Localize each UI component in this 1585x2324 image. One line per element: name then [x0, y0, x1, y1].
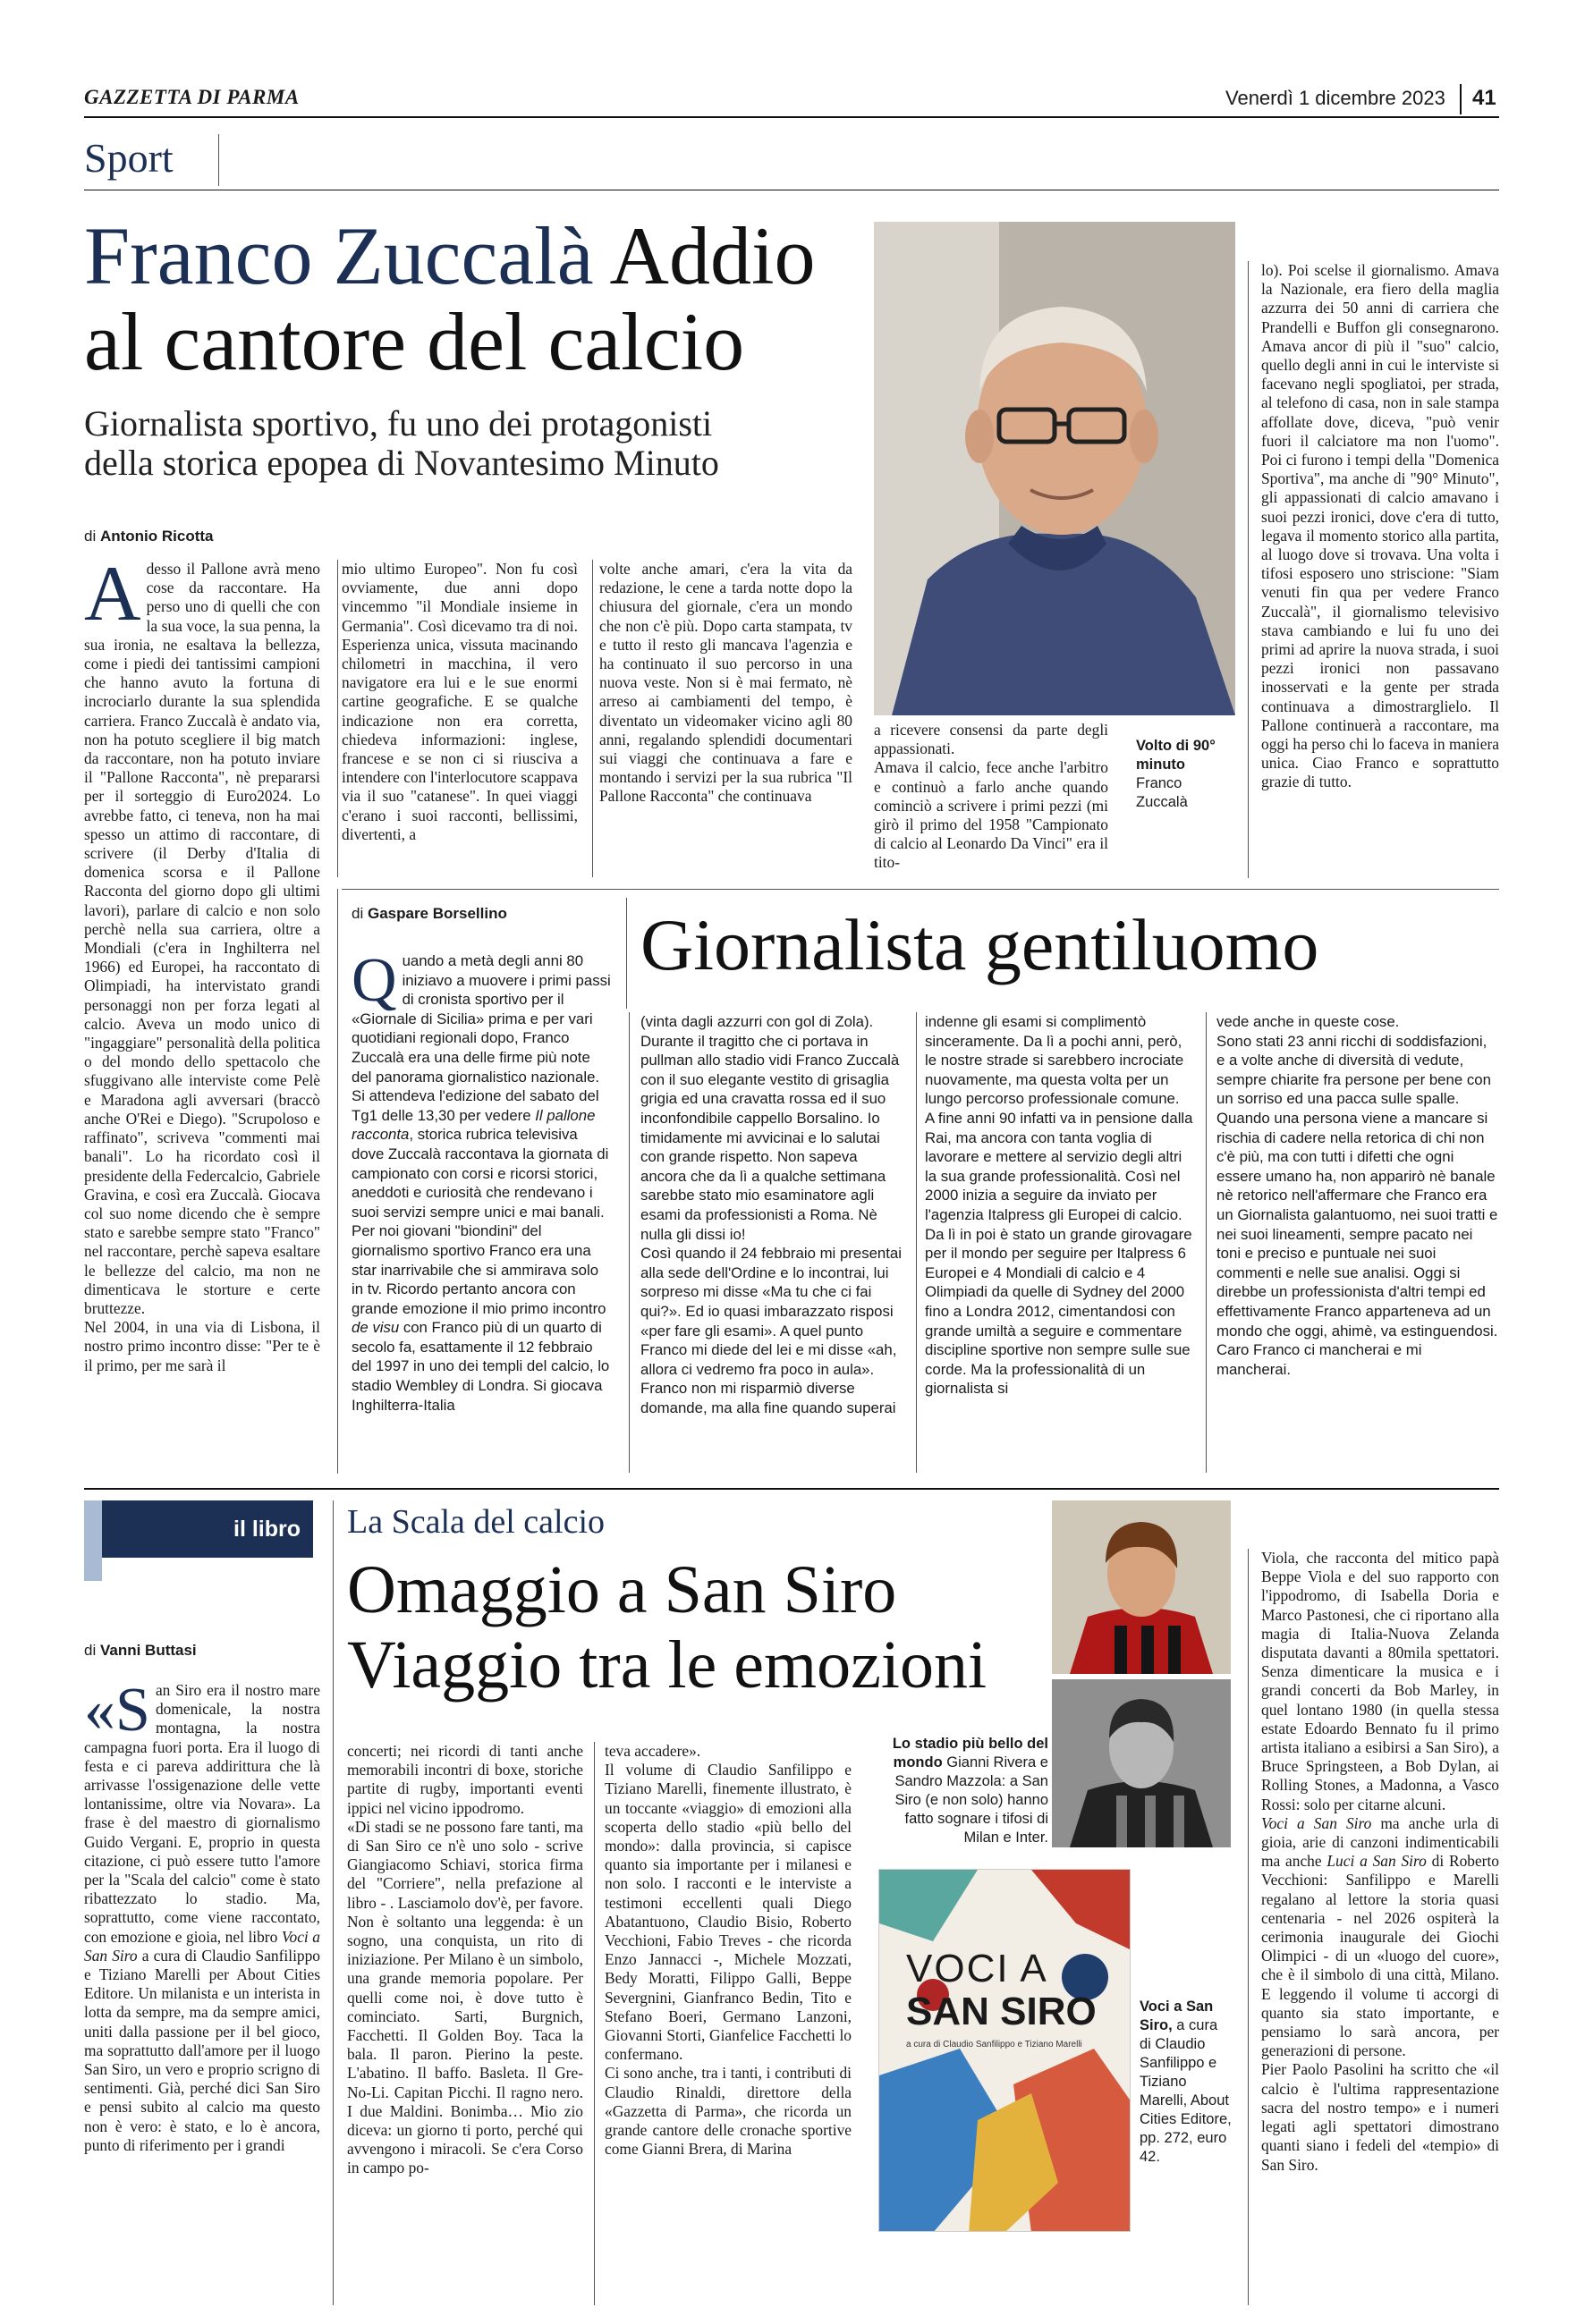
article3-col3-text-b: Il volume di Claudio Sanfilippo e Tiziano Marelli, finemente illustrato, è un toccante «viaggio» di emozioni alla scoperta dello stadio «più bello del mondo»: dalla provincia, si capisce quanto sia importante per i milanesi e non solo. I racconti e le interviste a testimoni eccellenti quali Diego Abatantuono, Claudio Bisio, Roberto Vecchioni, Fabio Treves - che ricorda Enzo Jannacci -, Michele Mozzati, Bedy Moratti, Filippo Galli, Beppe Severgnini, Gianfranco Bedin, Tito e Stefano Boeri, Germano Lanzoni, Giovanni Storti, Gianfelice Facchetti lo confermano. [605, 1761, 852, 2064]
photo-caption [1136, 737, 1236, 812]
portrait-illustration [874, 222, 1235, 715]
byline2-prefix: di [352, 905, 364, 922]
book-caption-text: a cura di Claudio Sanfilippo e Tiziano Marelli, About Cities Editore, pp. 272, euro 42. [1140, 2017, 1232, 2165]
divider-article1 [337, 560, 338, 877]
article3-col3-text: teva accadere». [605, 1742, 701, 1760]
headline3-line1: Omaggio a San Siro [347, 1552, 897, 1627]
zuccala-photo [874, 222, 1235, 715]
article3-col3-text-c: Ci sono anche, tra i tanti, i contributi di Claudio Rinaldi, direttore della «Gazzetta di Parma», che ricorda un grande cantore delle cronache sportive come Gianni Brera, di Marina [605, 2064, 852, 2159]
article2-col1-b: , storica rubrica televisiva dove Zuccalà raccontava la giornata di campionato con corsi e ricorsi storici, aneddoti e curiosità che rendevano i suoi servizi sempre unici e mai banali. Per noi giovani "biondini" del giornalismo sportivo Franco era una star inarrivabile che si ammirava solo in tv. Ricordo pertanto ancora con grande emozione il mio primo incontro [352, 1126, 609, 1317]
article2-col2-text: (vinta dagli azzurri con gol di Zola). Durante il tragitto che ci portava in pullman allo stadio vidi Franco Zuccalà con il suo elegante vestito di grisaglia grigia ed una cravatta rossa ed il suo inconfondibile cappello Borsalino. Io timidamente mi avvicinai e lo salutai con grande rispetto. Non sapeva ancora che da lì a qualche settimana sarebbe stato mio esaminatore agli esami da professionisti a Roma. Nè nulla gli dissi io! [640, 1013, 900, 1243]
article2-col1-text [352, 946, 611, 1415]
divider-a2-2 [916, 1012, 917, 1473]
article1-subhead [84, 404, 889, 483]
article3-col1-text [84, 1676, 320, 2155]
section-title: Sport [84, 135, 174, 181]
byline3-author: Vanni Buttasi [99, 1642, 197, 1659]
article2-col1 [352, 946, 611, 1415]
article1-col1-text-b: Nel 2004, in una via di Lisbona, il nostro primo incontro disse: "Per te è il primo, per me sarà il [84, 1318, 320, 1374]
article2-col1-a: uando a metà degli anni 80 iniziavo a muovere i primi passi di cronista sportivo per il «Giornale di Sicilia» prima e per vari quotidiani regionali dopo, Franco Zuccalà era una delle firme più note del panorama giornalistico nazionale. Si attendeva l'edizione del sabato del Tg1 delle 13,30 per vedere [352, 952, 611, 1124]
book-title-1: VOCI A [906, 1947, 1048, 1990]
byline3-prefix: di [84, 1642, 97, 1659]
book-caption-bold: Voci a San Siro, [1140, 1999, 1214, 2033]
article2-col3-text: indenne gli esami si complimentò sinceramente. Da lì a pochi anni, però, le nostre strade si sarebbero incrociate nuovamente, ma questa volta per un lungo percorso professionale comune. [925, 1013, 1184, 1108]
article3-col4-b: ma anche urla di gioia, arie di canzoni indimenticabili ma anche [1261, 1813, 1499, 1871]
article3-col4-i1: Voci a San Siro [1261, 1813, 1372, 1832]
article1-col1 [84, 551, 320, 1375]
caption3-bold: Lo stadio più bello del mondo [892, 1736, 1048, 1770]
headline2-divider [626, 898, 627, 1009]
article2-col1-c: con Franco più di un quarto di secolo fa, esattamente il 12 febbraio del 1997 in uno dei templi del calcio, lo stadio Wembley di Londra. Si giocava Inghilterra-Italia [352, 1319, 610, 1414]
header-rule [84, 116, 1499, 118]
article1-col4-text: a ricevere consensi da parte degli appassionati. [874, 721, 1108, 758]
article1-col1-text: desso il Pallone avrà meno cose da raccontare. Ha perso uno di quelli che con la sua voce, la sua penna, la sua ironia, ne esaltava la bellezza, come i piedi dei tantissimi campioni che hanno avuto la fortuna di incrociarlo durante la sua splendida carriera. Franco Zuccalà è andato via, non ha potuto scegliere il big match da raccontare, non ha potuto inviare il "Pallone Racconta", nè prepararsi per il sorteggio di Euro2024. Lo avrebbe fatto, ci teneva, non ha mai spesso un attimo di raccontare, di scrivere (il Derby d'Italia di domenica scorsa e il Pallone Racconta del giorno dopo gli ultimi lavori), parlare di calcio e non solo perchè nella sua carriera, oltre a Mondiali (c'era in Inghilterra nel 1966) ed Europei, ha raccontato di Olimpiadi, ha intervistato grandi personaggi non per forza legati al calcio. Aveva un modo unico di "ingaggiare" personalità della politica o del mondo dello spettacolo che sfuggivano alle interviste come Pelè e Maradona agli avversari (braccò anche O'Rei e Diego). "Scrupoloso e raffinato", scriveva "commenti mai banali". Lo ha ricordato così il presidente della Federcalcio, Gabriele Gravina, e così era Zuccalà. Giocava col suo nome dicendo che è sempre stato e sarebbe sempre stato "Franco" nel raccontare, perchè sapeva esaltare le bellezze del calcio, ma non ne dimenticava le storture e certe bruttezze. [84, 560, 320, 1317]
article3-col1-i1: Voci a San Siro [84, 1927, 320, 1965]
byline-prefix: di [84, 528, 97, 545]
article3-kicker: La Scala del calcio [347, 1503, 606, 1541]
article1-col5 [1261, 261, 1499, 792]
article1-col5-text: lo). Poi scelse il giornalismo. Amava la Nazionale, era fiero della maglia azzurra dei 50 anni di carriera che Prandelli e Buffon gli consegnarono. Amava ancor di più il "suo" calcio, quello degli anni in cui le interviste si facevano negli spogliatoi, per strada, al telefono di casa, non in sale stampa affollate dove, diceva, "può venir fuori il calciatore ma non l'uomo". Poi ci furono i tempi della "Domenica Sportiva", ma anche di "90° Minuto", gli appassionati di calcio amavano i suoi pezzi ironici, dove c'era di tutto, legava il momento storico alla partita, al luogo dove si trovava. Una volta i tifosi esposero uno striscione: "Siam venuti fin qua per vedere Franco Zuccalà", il giornalismo televisivo stava cambiando e lui fu uno dei primi ad aprire la nuova strada, i suoi pezzi ironici non passavano inosservati e la gente per strada continuava a dimostrarglielo. Il Pallone continuerà a raccontare, ma oggi ha perso chi lo faceva in maniera unica. Ciao Franco e soprattutto grazie di tutto. [1261, 261, 1499, 791]
caption3-text: Gianni Rivera e Sandro Mazzola: a San Siro (e non solo) hanno fatto sognare i tifosi di Milan e Inter. [894, 1754, 1048, 1846]
article3-col4-text-d: Pier Paolo Pasolini ha scritto che «il calcio è l'ultima rappresentazione sacra del nostro tempo» e i numeri legati agli spettatori dimostrano quanti siano i fedeli del «tempio» di San Siro. [1261, 2060, 1499, 2174]
dateline: Venerdì 1 dicembre 2023 [1225, 87, 1445, 109]
divider-article1-col1-end [337, 889, 338, 1474]
article2-col1-i2: de visu [352, 1319, 400, 1337]
article2-col1-i1: Il pallone racconta [352, 1106, 596, 1144]
article3-col2-text: concerti; nei ricordi di tanti anche memorabili incontri di boxe, storiche partite di rugby, importanti eventi ippici nel vicino ippodromo. [347, 1742, 583, 1817]
article1-col3-text: volte anche amari, c'era la vita da redazione, le cene a tarda notte dopo la chiusura del giornale, c'era un mondo che non c'è più. Dopo carta stampata, tv e tutto il resto gli mancava l'agenzia e ha continuato il suo percorso in una nuova veste. Non si è mai fermato, nè arreso ai cambiamenti del tempo, è diventato un videomaker vicino agli 80 anni, regalando splendidi documentari sui viaggi che continuava a fare e montando i servizi per la sua rubrica "Il Pallone Racconta" che continuava [599, 560, 852, 806]
divider-a2-1 [629, 1012, 630, 1473]
article2-headline: Giornalista gentiluomo [640, 904, 1319, 985]
page-number: 41 [1472, 86, 1496, 110]
article3-col4-i2: Luci a San Siro [1326, 1852, 1427, 1871]
byline2-author: Gaspare Borsellino [367, 905, 507, 922]
article3-col4-a: Viola, che racconta del mitico papà Beppe Viola e del suo rapporto con l'ippodromo, di Isabella Doria e Marco Pastonesi, che ci riportano alla magia di Italia-Nuova Zelanda disputata davanti a 80mila spettatori. Senza dimenticare la musica e i grandi concerti da Bob Marley, in quel lontano 1980 (in quella stessa estate Edoardo Bennato fu il primo artista italiano a esibirsi a San Siro), a Bruce Springsteen, a Bob Dylan, ai Rolling Stones, a Madonna, a Vasco Rossi: solo per citarne alcuni. [1261, 1549, 1499, 1813]
dropcap-s: «S [84, 1676, 150, 1745]
article3-top-rule [84, 1488, 1499, 1490]
article3-headline [347, 1552, 1045, 1703]
masthead: GAZZETTA DI PARMA [84, 86, 300, 108]
article2-col4-text-c: Caro Franco ci mancherai e mi mancherai. [1216, 1341, 1422, 1378]
byline-author: Antonio Ricotta [99, 528, 214, 545]
date-divider [1460, 84, 1462, 114]
article3-byline [84, 1642, 197, 1660]
article2-col3 [925, 1012, 1193, 1399]
libro-strip [84, 1500, 102, 1581]
article2-col4-text-b: Sono stati 23 anni ricchi di soddisfazioni, e a volte anche di diversità di vedute, sempre chiarite fra persone per bene con un sorriso ed una pacca sulle spalle. Quando una persona viene a mancare si rischia di cadere nella retorica di chi non c'è più, ma con tutti i difetti che ogni essere umano ha, non apparirò nè banale nè retorico nell'affermare che Franco era un Giornalista galantuomo, nei suoi tratti e nei suoi lineamenti, sempre pacato nei toni e preciso e puntuale nei suoi commenti e nelle sue analisi. Oggi si direbbe un professionista d'altri tempi ed effettivamente Franco apparteneva ad un mondo che oggi, ahimè, va estinguendosi. [1216, 1032, 1498, 1339]
article3-col4 [1261, 1549, 1499, 2175]
article1-col2 [342, 560, 578, 844]
mazzola-photo [1052, 1679, 1231, 1847]
dropcap-q: Q [352, 946, 397, 1015]
mazzola-illustration [1052, 1679, 1231, 1847]
rivera-illustration [1052, 1500, 1231, 1674]
divider-article2-top [342, 889, 1499, 890]
article3-col2-text-b: «Di stadi se ne possono fare tanti, ma di San Siro ce n'è uno solo - scrive Giangiacomo Schiavi, storica firma del "Corriere", nella prefazione al libro - . Lasciamolo dov'è, per favore. Non è soltanto una leggenda: è un sogno, una conquista, un rito di iniziazione. Per Milano è un simbolo, una grande memoria popolare. Per quelli come noi, è dove tutto è cominciato. Sarti, Burgnich, Facchetti. Il Golden Boy. Taca la bala. Il paron. Pierino la peste. L'abatino. Il baffo. Basleta. Il Gre-No-Li. Capitan Picchi. Il ragno nero. I due Maldini. Bonimba… Mio zio diceva: un giorno ti porto, perché qui avvengono i miracoli. Se c'era Corso in campo po- [347, 1817, 583, 2177]
article2-col3-text-b: A fine anni 90 infatti va in pensione dalla Rai, ma ancora con tanta voglia di lavorare e mettere al servizio degli altri la sua grande professionalità. Così nel 2000 inizia a seguire da inviato per l'agenzia Italpress gli Europei di calcio. Da lì in poi è stato un grande girovagare per il mondo per seguire per Italpress 6 Europei e 4 Mondiali di calcio e 4 Olimpiadi da quelle di Sydney del 2000 fino a Londra 2012, cimentandosi con grande umiltà a seguire e commentare discipline sportive non sempre sulle sue corde. Ma la professionalità di un giornalista si [925, 1109, 1193, 1398]
article1-col3 [599, 560, 852, 807]
article2-byline [352, 905, 507, 923]
article2-col4-text: vede anche in queste cose. [1216, 1013, 1400, 1030]
photo-caption-stadium [886, 1735, 1048, 1847]
divider-a3-left [333, 1500, 334, 2305]
caption-text: Franco Zuccalà [1136, 775, 1188, 810]
article2-col2 [640, 1012, 907, 1417]
article3-col4-c: di Roberto Vecchioni: Sanfilippo e Marelli regalano al lettore la storia quasi centenaria - nel 2026 ospiterà la cerimonia inaugurale dei Giochi Olimpici - di un «luogo del cuore», che è il simbolo di una città, Milano. E leggendo il volume ti accorgi di quanto sia stato importante, e pensiamo lo sarà ancora, per generazioni di persone. [1261, 1852, 1499, 2060]
libro-box [102, 1500, 313, 1558]
headline3-line2: Viaggio tra le emozioni [347, 1627, 987, 1703]
article3-col1 [84, 1676, 320, 2155]
article3-col1-b: a cura di Claudio Sanfilippo e Tiziano Marelli per About Cities Editore. Un milanista e un interista in lotta da sempre, ma da sempre amici, uniti dalla passione per il bel gioco, ma soprattutto dall'amore per il luogo San Siro, un vero e proprio scrigno di sentimenti. Già, perché dici San Siro e pensi subito al calcio ma questo non è vero: è stato, e lo è ancora, punto di riferimento per i grandi [84, 1946, 320, 2154]
section-divider [218, 134, 219, 186]
book-caption [1140, 1998, 1233, 2167]
article1-col4-text-b: Amava il calcio, fece anche l'arbitro e continuò a farlo anche quando cominciò a scrivere i primi pezzi (mi girò il primo del 1958 "Campionato di calcio al Leonardo Da Vinci" era il tito- [874, 758, 1108, 872]
article3-col4-text-b [1261, 1814, 1499, 2061]
dropcap-a: A [84, 551, 141, 638]
book-cover-art [879, 1870, 1131, 2232]
divider-a3-2 [594, 1742, 595, 2305]
book-title-2: SAN SIRO [906, 1990, 1097, 2033]
article3-col1-a: an Siro era il nostro mare domenicale, la nostra montagna, la nostra campagna fuori porta. Era il luogo di festa e ci pareva addirittura che là arrivasse l'ossigenazione delle vette lontanissime, oltre via Novara». La frase è del maestro di giornalismo Guido Vergani. E, proprio in questa citazione, ci può essere tutto l'amore per la "Scala del calcio" come è stato ribattezzato lo stadio. Ma, soprattutto, come viene raccontato, con emozione e gioia, nel libro [84, 1681, 320, 1946]
article1-col2-text: mio ultimo Europeo". Non fu così ovviamente, due anni dopo vincemmo "il Mondiale insieme in Germania". Così dicevamo tra di noi. Esperienza unica, vissuta macinando chilometri in macchina, il vero navigatore era lui e le sue enormi cartine geografiche. E se qualche indicazione non era corretta, chiedeva informazioni: inglese, francese e se non ci si riusciva a intendere con l'interlocutore scappava via il suo "catanese". In quei viaggi c'erano i suoi racconti, bellissimi, divertenti, a [342, 560, 578, 843]
divider-a2-3 [1206, 1012, 1207, 1473]
caption-bold: Volto di 90° minuto [1136, 738, 1216, 773]
article3-col2 [347, 1742, 583, 2178]
headline-part1: Addio [593, 210, 816, 301]
article1-byline [84, 528, 214, 545]
rivera-photo [1052, 1500, 1231, 1674]
book-subtitle: a cura di Claudio Sanfilippo e Tiziano Marelli [906, 2040, 1082, 2049]
headline-part2: al cantore del calcio [84, 296, 745, 387]
article1-col4 [874, 721, 1108, 873]
libro-label: il libro [233, 1517, 301, 1542]
article3-col4-text [1261, 1549, 1499, 1814]
divider-a3-3 [1248, 1549, 1249, 2305]
headline-name: Franco Zuccalà [84, 210, 594, 301]
divider-article1c [1248, 261, 1249, 878]
article1-headline [84, 210, 871, 387]
divider-article1b [592, 560, 593, 877]
subhead-line1: Giornalista sportivo, fu uno dei protagonisti [84, 403, 713, 444]
subhead-line2: della storica epopea di Novantesimo Minuto [84, 443, 719, 483]
book-cover [878, 1869, 1131, 2232]
article3-col3 [605, 1742, 852, 2159]
article2-col2-text-b: Così quando il 24 febbraio mi presentai alla sede dell'Ordine e lo incontrai, lui sorpreso mi disse «Ma tu che ci fai qui?». Ed io quasi imbarazzato risposi «per fare gli esami». A quel punto Franco mi diede del lei e mi disse «ah, allora ci vedremo fra poco in aula». Franco non mi risparmiò diverse domande, ma alla fine quando superai [640, 1245, 902, 1416]
article2-col4 [1216, 1012, 1499, 1379]
